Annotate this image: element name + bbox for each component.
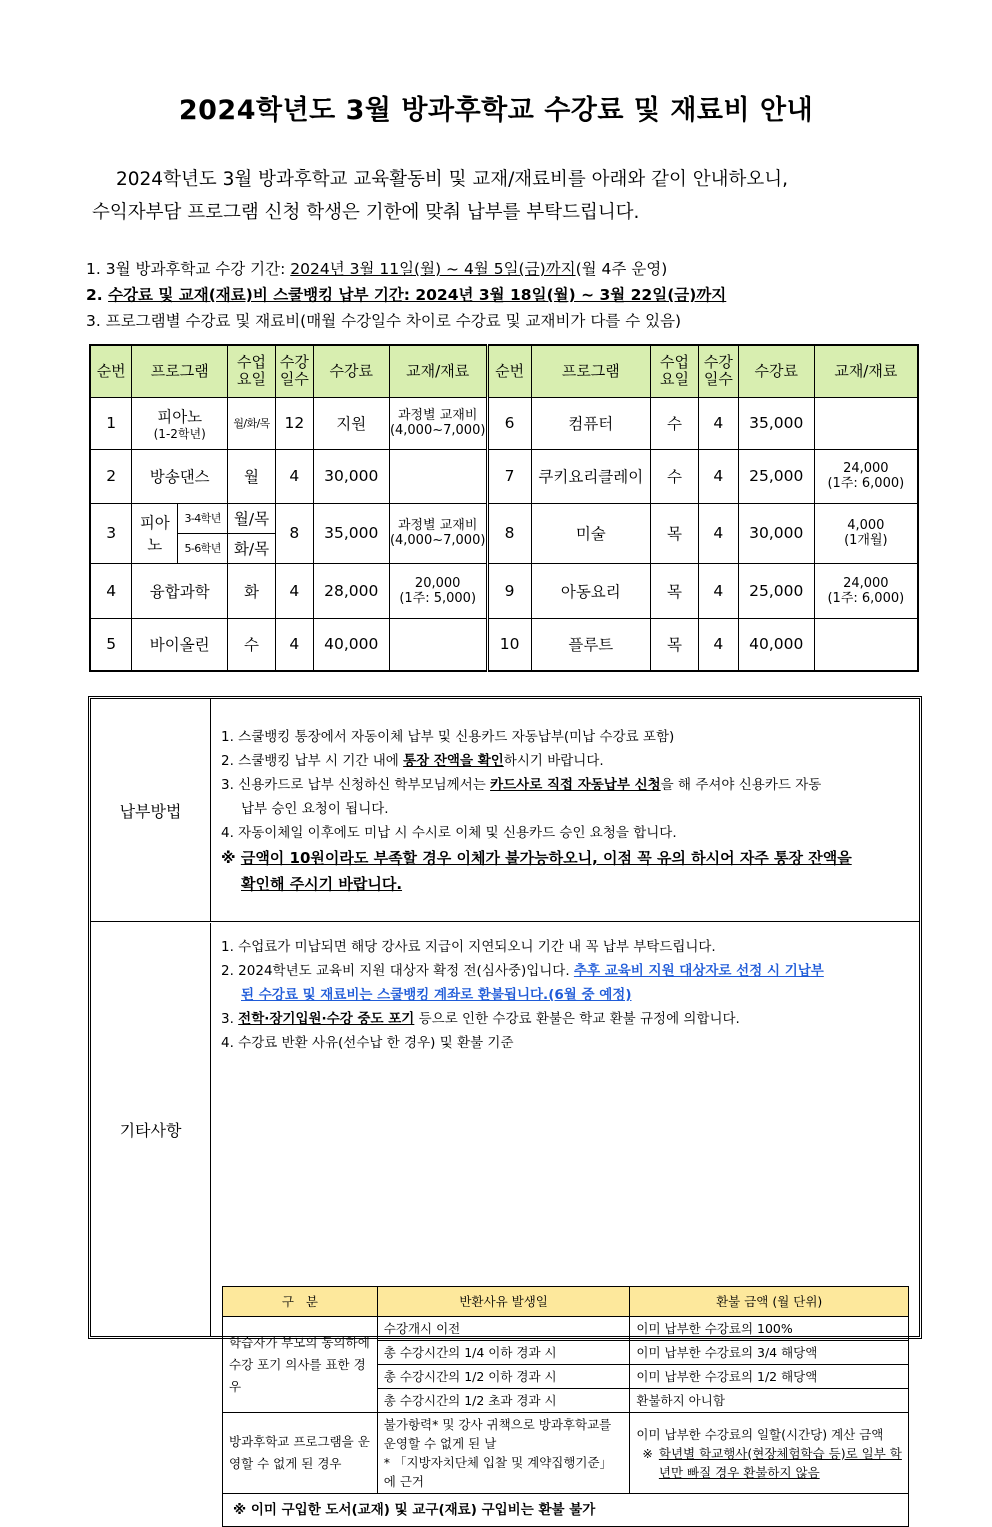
header-program: 프로그램 xyxy=(531,345,651,397)
item-program-fees: 3. 프로그램별 수강료 및 재료비(매월 수강일수 차이로 수강료 및 교재비가 다를 수 있음) xyxy=(86,312,682,330)
refund-when: 총 수강시간의 1/2 이하 경과 시 xyxy=(377,1365,630,1389)
cell-fee: 40,000 xyxy=(738,618,814,671)
cell-fee: 30,000 xyxy=(738,503,814,563)
cell-day: 목 xyxy=(651,563,699,618)
cell-program: 컴퓨터 xyxy=(531,397,651,449)
cell-day: 월/목 xyxy=(228,503,276,533)
cell-count: 4 xyxy=(698,503,738,563)
payment-line-4: 4. 자동이체일 이후에도 미납 시 수시로 이체 및 신용카드 승인 요청을 합니다. xyxy=(221,825,677,841)
header-day: 수업 요일 xyxy=(228,345,276,397)
cell-count: 4 xyxy=(698,563,738,618)
refund-category: 방과후학교 프로그램을 운영할 수 없게 된 경우 xyxy=(223,1413,378,1494)
item1-label: 1. 3월 방과후학교 수강 기간: xyxy=(86,260,291,278)
info-box xyxy=(88,696,922,1518)
cell-no: 7 xyxy=(487,449,531,503)
other-line-3: 3. 전학·장기입원·수강 중도 포기 등으로 인한 수강료 환불은 학교 환불 규정에 의합니다. xyxy=(221,1011,740,1027)
cell-fee: 25,000 xyxy=(738,449,814,503)
cell-day: 월 xyxy=(228,449,276,503)
refund-row xyxy=(223,1317,909,1341)
intro-line-1: 2024학년도 3월 방과후학교 교육활동비 및 교재/재료비를 아래와 같이 안내하오니, xyxy=(116,169,789,190)
intro-line-2: 수익자부담 프로그램 신청 학생은 기한에 맞춰 납부를 부탁드립니다. xyxy=(92,202,640,223)
header-category: 구 분 xyxy=(223,1287,378,1317)
table-header-row xyxy=(90,345,918,397)
cell-grade: 5-6학년 xyxy=(178,533,228,563)
program-fee-table xyxy=(89,344,919,672)
header-material: 교재/재료 xyxy=(389,345,487,397)
refund-footer-note: ※ 이미 구입한 도서(교재) 및 교구(재료) 구입비는 환불 불가 xyxy=(223,1494,909,1527)
other-notes-content xyxy=(221,935,917,1055)
cell-day: 수 xyxy=(651,449,699,503)
refund-criteria-table xyxy=(222,1286,909,1527)
refund-when: 총 수강시간의 1/4 이하 경과 시 xyxy=(377,1341,630,1365)
cell-day: 목 xyxy=(651,618,699,671)
table-row xyxy=(90,563,918,618)
header-program: 프로그램 xyxy=(132,345,228,397)
cell-material xyxy=(389,618,487,671)
other-notes-label: 기타사항 xyxy=(91,923,211,1336)
refund-amount: 이미 납부한 수강료의 1/2 해당액 xyxy=(630,1365,909,1389)
cell-material: 4,000 (1개월) xyxy=(814,503,918,563)
cell-material: 과정별 교재비 (4,000~7,000) xyxy=(389,397,487,449)
cell-no: 8 xyxy=(487,503,531,563)
cell-material: 과정별 교재비 (4,000~7,000) xyxy=(389,503,487,563)
cell-day: 월/화/목 xyxy=(228,397,276,449)
refund-when: 총 수강시간의 1/2 초과 경과 시 xyxy=(377,1389,630,1413)
cell-fee: 35,000 xyxy=(313,503,389,563)
header-material: 교재/재료 xyxy=(814,345,918,397)
refund-amount: 이미 납부한 수강료의 100% xyxy=(630,1317,909,1341)
header-fee: 수강료 xyxy=(313,345,389,397)
header-count: 수강 일수 xyxy=(698,345,738,397)
item2-text: 수강료 및 교재(재료)비 스쿨뱅킹 납부 기간: 2024년 3월 18일(월) ~ 3월 22일(금)까지 xyxy=(108,286,727,304)
cell-material: 24,000 (1주: 6,000) xyxy=(814,449,918,503)
cell-fee: 지원 xyxy=(313,397,389,449)
header-day: 수업 요일 xyxy=(651,345,699,397)
cell-no: 6 xyxy=(487,397,531,449)
cell-count: 12 xyxy=(275,397,313,449)
other-notes-section xyxy=(91,923,919,1518)
cell-program: 바이올린 xyxy=(132,618,228,671)
cell-program: 방송댄스 xyxy=(132,449,228,503)
payment-warning-note: ※ 금액이 10원이라도 부족할 경우 이체가 불가능하오니, 이점 꼭 유의 하시어 자주 통장 잔액을 xyxy=(221,849,852,867)
cell-count: 4 xyxy=(698,618,738,671)
other-line-2: 2. 2024학년도 교육비 지원 대상자 확정 전(심사중)입니다. 추후 교육비 지원 대상자로 선정 시 기납부 xyxy=(221,963,824,979)
cell-material xyxy=(814,618,918,671)
table-row xyxy=(90,449,918,503)
header-amount: 환불 금액 (월 단위) xyxy=(630,1287,909,1317)
cell-fee: 25,000 xyxy=(738,563,814,618)
cell-no: 9 xyxy=(487,563,531,618)
header-fee: 수강료 xyxy=(738,345,814,397)
cell-program: 쿠키요리클레이 xyxy=(531,449,651,503)
header-no: 순번 xyxy=(90,345,132,397)
payment-line-2: 2. 스쿨뱅킹 납부 시 기간 내에 통장 잔액을 확인하시기 바랍니다. xyxy=(221,753,604,769)
cell-day: 목 xyxy=(651,503,699,563)
item-payment-period xyxy=(86,282,926,308)
cell-no: 3 xyxy=(90,503,132,563)
header-count: 수강 일수 xyxy=(275,345,313,397)
cell-program: 피아노 (1-2학년) xyxy=(132,397,228,449)
cell-count: 4 xyxy=(275,563,313,618)
cell-program: 미술 xyxy=(531,503,651,563)
cell-count: 4 xyxy=(275,449,313,503)
cell-material: 20,000 (1주: 5,000) xyxy=(389,563,487,618)
cell-material xyxy=(814,397,918,449)
refund-footer-row xyxy=(223,1494,909,1527)
cell-no: 4 xyxy=(90,563,132,618)
cell-fee: 30,000 xyxy=(313,449,389,503)
cell-program: 아동요리 xyxy=(531,563,651,618)
cell-day: 화/목 xyxy=(228,533,276,563)
item1-suffix: (월 4주 운영) xyxy=(575,260,668,278)
cell-no: 5 xyxy=(90,618,132,671)
cell-program: 플루트 xyxy=(531,618,651,671)
item1-period: 2024년 3월 11일(월) ~ 4월 5일(금)까지 xyxy=(290,260,576,278)
cell-material: 24,000 (1주: 6,000) xyxy=(814,563,918,618)
payment-line-3: 3. 신용카드로 납부 신청하신 학부모님께서는 카드사로 직접 자동납부 신청을 해 주셔야 신용카드 자동 xyxy=(221,777,822,793)
cell-fee: 40,000 xyxy=(313,618,389,671)
table-row xyxy=(90,618,918,671)
payment-warning-note-cont: 확인해 주시기 바랍니다. xyxy=(241,875,403,893)
cell-count: 4 xyxy=(698,397,738,449)
refund-when: 수강개시 이전 xyxy=(377,1317,630,1341)
cell-program: 피아노 xyxy=(132,503,178,563)
cell-fee: 28,000 xyxy=(313,563,389,618)
cell-material xyxy=(389,449,487,503)
refund-when: 불가항력* 및 강사 귀책으로 방과후학교를 운영할 수 없게 된 날 * 「지방자치단체 입찰 및 계약집행기준」에 근거 xyxy=(377,1413,630,1494)
intro-paragraph xyxy=(88,163,918,229)
header-no: 순번 xyxy=(487,345,531,397)
refund-amount: 환불하지 아니함 xyxy=(630,1389,909,1413)
notice-items xyxy=(86,256,926,334)
cell-no: 10 xyxy=(487,618,531,671)
cell-count: 8 xyxy=(275,503,313,563)
cell-no: 1 xyxy=(90,397,132,449)
refund-category: 학습자가 부모의 동의하에 수강 포기 의사를 표한 경우 xyxy=(223,1317,378,1413)
payment-method-label: 납부방법 xyxy=(91,699,211,921)
refund-amount: 이미 납부한 수강료의 일할(시간당) 계산 금액 ※ 학년별 학교행사(현장체험학습 등)로 일부 학년만 빠질 경우 환불하지 않음 xyxy=(630,1413,909,1494)
cell-grade: 3-4학년 xyxy=(178,503,228,533)
cell-no: 2 xyxy=(90,449,132,503)
page-title: 2024학년도 3월 방과후학교 수강료 및 재료비 안내 xyxy=(178,95,814,126)
payment-method-content xyxy=(221,725,917,897)
payment-method-section xyxy=(91,699,919,922)
item-course-period xyxy=(86,256,926,282)
cell-fee: 35,000 xyxy=(738,397,814,449)
other-line-1: 1. 수업료가 미납되면 해당 강사료 지급이 지연되오니 기간 내 꼭 납부 부탁드립니다. xyxy=(221,939,716,955)
cell-count: 4 xyxy=(698,449,738,503)
payment-line-3-cont: 납부 승인 요청이 됩니다. xyxy=(241,801,389,817)
refund-row xyxy=(223,1413,909,1494)
cell-day: 수 xyxy=(228,618,276,671)
item2-label: 2. xyxy=(86,286,109,304)
payment-line-1: 1. 스쿨뱅킹 통장에서 자동이체 납부 및 신용카드 자동납부(미납 수강료 포함) xyxy=(221,729,675,745)
other-line-2-cont: 된 수강료 및 재료비는 스쿨뱅킹 계좌로 환불됩니다.(6월 중 예정) xyxy=(241,987,632,1003)
table-row xyxy=(90,397,918,449)
cell-day: 화 xyxy=(228,563,276,618)
table-row xyxy=(90,503,918,533)
cell-program: 융합과학 xyxy=(132,563,228,618)
refund-amount: 이미 납부한 수강료의 3/4 해당액 xyxy=(630,1341,909,1365)
refund-header-row xyxy=(223,1287,909,1317)
other-line-4: 4. 수강료 반환 사유(선수납 한 경우) 및 환불 기준 xyxy=(221,1035,514,1051)
header-when: 반환사유 발생일 xyxy=(377,1287,630,1317)
cell-count: 4 xyxy=(275,618,313,671)
cell-day: 수 xyxy=(651,397,699,449)
